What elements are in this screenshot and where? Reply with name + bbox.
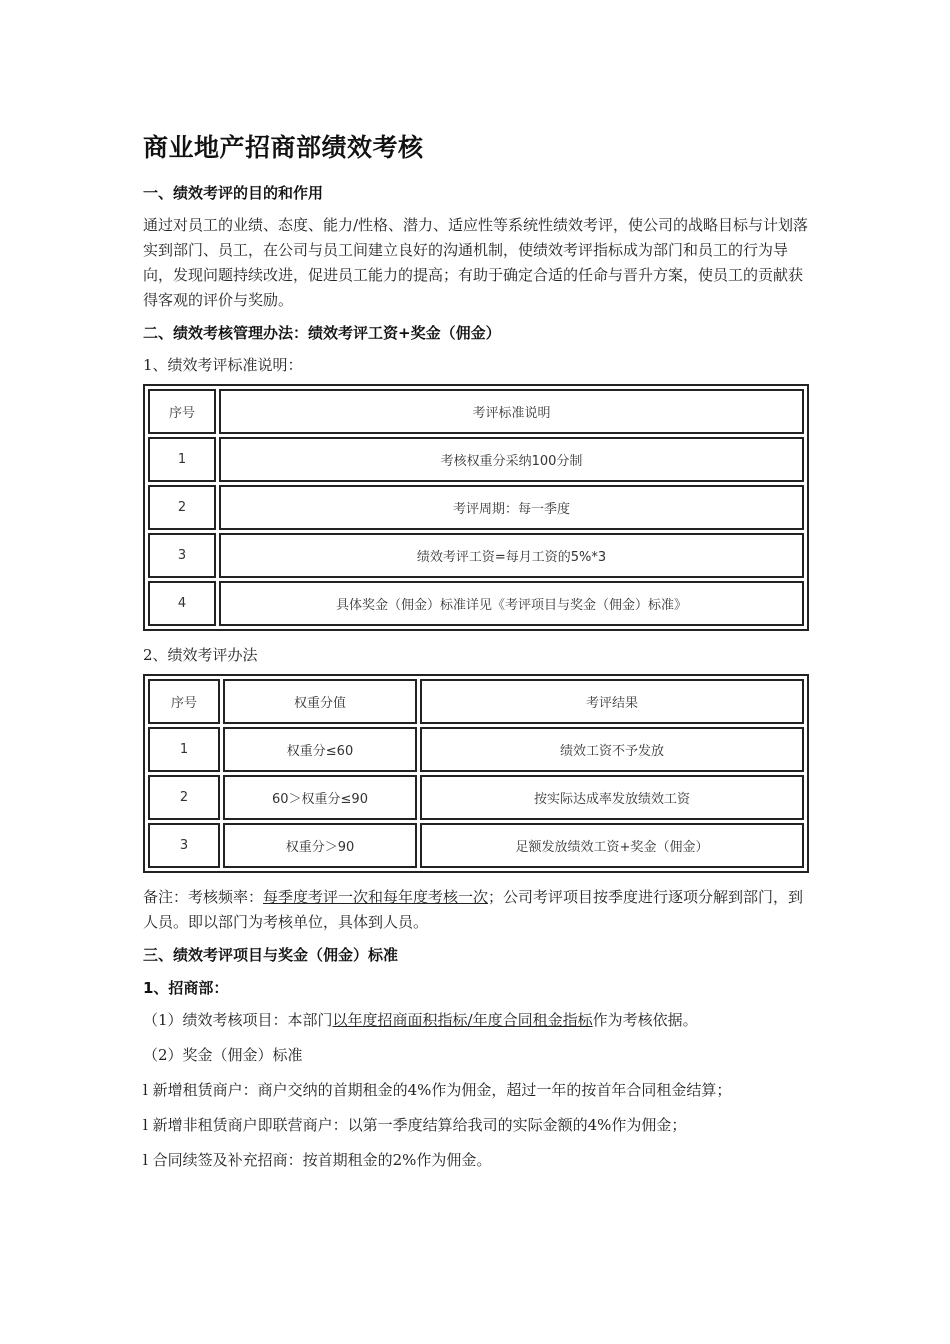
table-cell: 60＞权重分≤90 — [223, 775, 417, 820]
evaluation-table — [143, 674, 809, 873]
document-page — [143, 128, 809, 1183]
table-header-row — [148, 679, 804, 724]
table-row — [148, 775, 804, 820]
table-cell: 2 — [148, 775, 220, 820]
section-2-sub-2: 2、绩效考评办法 — [143, 646, 258, 664]
bullet-1: l 新增租赁商户：商户交纳的首期租金的4%作为佣金，超过一年的按首年合同租金结算； — [143, 1081, 732, 1099]
section-3-heading: 三、绩效考评项目与奖金（佣金）标准 — [143, 946, 399, 964]
table-cell: 绩效工资不予发放 — [420, 727, 804, 772]
note-underlined: 每季度考评一次和每年度考核一次 — [263, 888, 489, 906]
section-1-heading: 一、绩效考评的目的和作用 — [143, 184, 324, 202]
section-2-sub-1: 1、绩效考评标准说明： — [143, 356, 303, 374]
table-cell: 3 — [148, 533, 216, 578]
item-1 — [143, 1008, 809, 1033]
table-row — [148, 823, 804, 868]
table-cell: 2 — [148, 485, 216, 530]
table-row — [148, 727, 804, 772]
table-cell: 考核权重分采纳100分制 — [219, 437, 804, 482]
table-cell: 具体奖金（佣金）标准详见《考评项目与奖金（佣金）标准》 — [219, 581, 804, 626]
criteria-table — [143, 384, 809, 631]
note-prefix: 备注：考核频率： — [143, 888, 264, 906]
section-1-body: 通过对员工的业绩、态度、能力/性格、潜力、适应性等系统性绩效考评，使公司的战略目标与计划落实到部门、员工，在公司与员工间建立良好的沟通机制，使绩效考评指标成为部门和员工的行为导向，发现问题持续改进，促进员工能力的提高；有助于确定合适的任命与晋升方案，使员工的贡献获得客观的评价与奖励。 — [143, 216, 809, 309]
item-2: （2）奖金（佣金）标准 — [143, 1046, 303, 1064]
bullet-3: l 合同续签及补充招商：按首期租金的2%作为佣金。 — [143, 1151, 492, 1169]
document-title: 商业地产招商部绩效考核 — [143, 133, 424, 162]
table-cell: 按实际达成率发放绩效工资 — [420, 775, 804, 820]
table-header-cell: 权重分值 — [223, 679, 417, 724]
table-cell: 权重分＞90 — [223, 823, 417, 868]
table-header-cell: 考评结果 — [420, 679, 804, 724]
table-row — [148, 437, 804, 482]
table-row — [148, 581, 804, 626]
table-cell: 4 — [148, 581, 216, 626]
frequency-note — [143, 885, 809, 935]
table-header-cell: 序号 — [148, 389, 216, 434]
table-cell: 足额发放绩效工资+奖金（佣金） — [420, 823, 804, 868]
table-cell: 1 — [148, 437, 216, 482]
item-1-underlined: 以年度招商面积指标/年度合同租金指标 — [332, 1011, 593, 1029]
table-header-row — [148, 389, 804, 434]
table-cell: 考评周期：每一季度 — [219, 485, 804, 530]
section-2-heading: 二、绩效考核管理办法：绩效考评工资+奖金（佣金） — [143, 324, 501, 342]
bullet-2: l 新增非租赁商户即联营商户：以第一季度结算给我司的实际金额的4%作为佣金； — [143, 1116, 687, 1134]
table-header-cell: 考评标准说明 — [219, 389, 804, 434]
table-header-cell: 序号 — [148, 679, 220, 724]
table-row — [148, 533, 804, 578]
table-cell: 绩效考评工资=每月工资的5%*3 — [219, 533, 804, 578]
table-cell: 1 — [148, 727, 220, 772]
note-suffix: ；公司考评项目按季度进行逐项分解到部门，到人员。即以部门为考核单位，具体到人员。 — [143, 888, 804, 931]
table-cell: 权重分≤60 — [223, 727, 417, 772]
item-1-prefix: （1）绩效考核项目：本部门 — [143, 1011, 333, 1029]
item-1-suffix: 作为考核依据。 — [592, 1011, 698, 1029]
table-cell: 3 — [148, 823, 220, 868]
section-3-sub: 1、招商部： — [143, 979, 229, 997]
table-row — [148, 485, 804, 530]
